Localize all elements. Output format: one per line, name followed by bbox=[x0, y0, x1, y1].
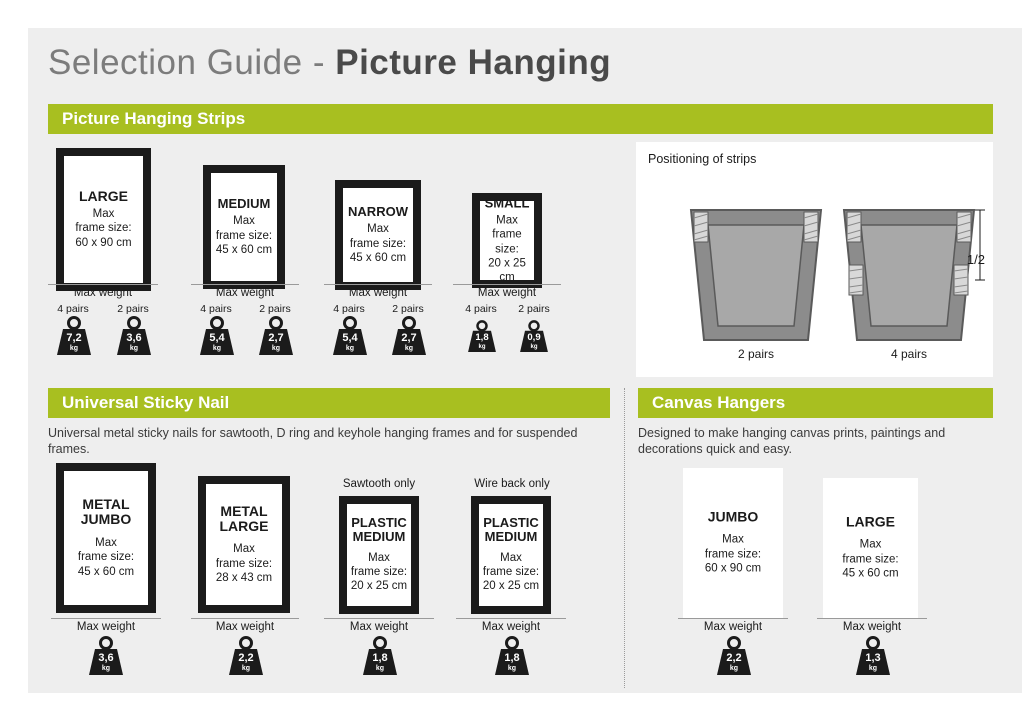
frame-narrow-spec-label: Max frame size: bbox=[349, 223, 407, 250]
frame-canvas-large-spec: 45 x 60 cm bbox=[842, 567, 899, 580]
frame-metal-jumbo-text bbox=[64, 497, 148, 579]
weight-value-small-2pairs: 0,9 kg bbox=[527, 332, 541, 350]
weight-icon-medium-2pairs bbox=[254, 316, 298, 356]
weight-icon-narrow-2pairs bbox=[387, 316, 431, 356]
weight-icon-metal-jumbo bbox=[84, 636, 128, 676]
section-header-strips bbox=[48, 104, 993, 134]
frame-metal-large-spec: 28 x 43 cm bbox=[215, 572, 273, 585]
weight-value-large-4pairs: 7,2 kg bbox=[66, 332, 82, 352]
section-header-canvas-label: Canvas Hangers bbox=[652, 393, 786, 412]
frame-canvas-large bbox=[823, 478, 918, 618]
frame-large-text bbox=[64, 189, 143, 251]
frame-plastic-wire-name: PLASTIC MEDIUM bbox=[483, 515, 539, 545]
frame-plastic-sawtooth-maxweight-label: Max weight bbox=[324, 618, 434, 633]
weight-icon-plastic-sawtooth bbox=[358, 636, 402, 676]
positioning-diagram bbox=[636, 170, 993, 360]
frame-medium bbox=[203, 165, 285, 289]
frame-small-pairs-4-label: 4 pairs bbox=[465, 303, 497, 315]
frame-large-pairs-4-label: 4 pairs bbox=[57, 303, 89, 315]
frame-metal-large-maxweight-label: Max weight bbox=[191, 618, 299, 633]
weight-value-metal-jumbo: 3,6 kg bbox=[98, 652, 114, 672]
frame-metal-jumbo-name: METAL JUMBO bbox=[80, 496, 132, 528]
frame-small-text bbox=[480, 196, 534, 285]
weight-value-plastic-wire: 1,8 kg bbox=[504, 652, 520, 672]
frame-medium-pairs-4-label: 4 pairs bbox=[200, 303, 232, 315]
page-title-bold: Picture Hanging bbox=[335, 43, 612, 82]
frame-large-pairs-2-label: 2 pairs bbox=[117, 303, 149, 315]
frame-narrow bbox=[335, 180, 421, 290]
weight-icon-canvas-large bbox=[851, 636, 895, 676]
canvas-description: Designed to make hanging canvas prints, paintings and decorations quick and easy. bbox=[638, 426, 946, 456]
frame-large-spec: 60 x 90 cm bbox=[75, 236, 132, 249]
frame-canvas-jumbo-text bbox=[683, 510, 783, 577]
frame-plastic-wire-spec: 20 x 25 cm bbox=[482, 580, 540, 593]
weight-value-narrow-4pairs: 5,4 kg bbox=[342, 332, 358, 352]
page-title bbox=[48, 43, 611, 83]
frame-medium-maxweight-label: Max weight bbox=[191, 284, 299, 299]
weight-value-metal-large: 2,2 kg bbox=[238, 652, 254, 672]
frame-plastic-wire bbox=[471, 496, 551, 614]
frame-canvas-large-text bbox=[823, 515, 918, 582]
weight-icon-small-4pairs bbox=[464, 320, 500, 353]
frame-narrow-text bbox=[343, 205, 413, 265]
weight-value-plastic-sawtooth: 1,8 kg bbox=[372, 652, 388, 672]
frame-narrow-name: NARROW bbox=[348, 203, 408, 219]
frame-medium-text bbox=[211, 197, 277, 257]
frame-plastic-wire-text bbox=[479, 516, 543, 594]
frame-canvas-jumbo bbox=[683, 468, 783, 618]
frame-plastic-sawtooth-spec-label: Max frame size: bbox=[350, 551, 408, 579]
section-header-strips-label: Picture Hanging Strips bbox=[62, 109, 246, 128]
frame-plastic-sawtooth-text bbox=[347, 516, 411, 594]
frame-canvas-large-spec-label: Max frame size: bbox=[842, 539, 899, 566]
frame-metal-large-spec-label: Max frame size: bbox=[215, 543, 273, 570]
frame-canvas-jumbo-spec-label: Max frame size: bbox=[704, 534, 762, 561]
positioning-caption-4pairs: 4 pairs bbox=[890, 347, 928, 361]
frame-medium-name: MEDIUM bbox=[217, 195, 271, 211]
frame-large bbox=[56, 148, 151, 291]
frame-plastic-sawtooth-name: PLASTIC MEDIUM bbox=[351, 515, 407, 545]
frame-canvas-jumbo-maxweight-label: Max weight bbox=[678, 618, 788, 633]
frame-large-maxweight-label: Max weight bbox=[48, 284, 158, 299]
guide-sheet bbox=[28, 28, 1022, 693]
frame-metal-large-name: METAL LARGE bbox=[219, 502, 269, 534]
weight-value-large-2pairs: 3,6 kg bbox=[126, 332, 142, 352]
frame-canvas-jumbo-name: JUMBO bbox=[707, 508, 759, 525]
frame-metal-jumbo-spec-label: Max frame size: bbox=[77, 536, 135, 564]
frame-metal-jumbo bbox=[56, 463, 156, 613]
weight-value-canvas-jumbo: 2,2 kg bbox=[726, 652, 742, 672]
frame-medium-spec: 45 x 60 cm bbox=[215, 243, 273, 256]
frame-metal-large bbox=[198, 476, 290, 613]
sticky-nail-description: Universal metal sticky nails for sawtooth, D ring and keyhole hanging frames and for suspended frames. bbox=[48, 426, 578, 456]
positioning-title: Positioning of strips bbox=[648, 152, 757, 166]
weight-icon-large-4pairs bbox=[52, 316, 96, 356]
section-header-canvas bbox=[638, 388, 993, 418]
frame-large-name: LARGE bbox=[79, 187, 128, 204]
frame-metal-jumbo-spec: 45 x 60 cm bbox=[77, 565, 135, 578]
weight-icon-narrow-4pairs bbox=[328, 316, 372, 356]
frame-canvas-large-name: LARGE bbox=[846, 513, 895, 530]
section-divider bbox=[624, 388, 625, 688]
frame-small bbox=[472, 193, 542, 288]
page-title-prefix: Selection Guide - bbox=[48, 43, 336, 82]
weight-value-narrow-2pairs: 2,7 kg bbox=[401, 332, 417, 352]
frame-narrow-maxweight-label: Max weight bbox=[324, 284, 432, 299]
frame-narrow-spec: 45 x 60 cm bbox=[349, 251, 407, 264]
weight-icon-plastic-wire bbox=[490, 636, 534, 676]
section-header-sticky-nail bbox=[48, 388, 610, 418]
frame-large-spec-label: Max frame size: bbox=[75, 208, 132, 235]
frame-canvas-large-maxweight-label: Max weight bbox=[817, 618, 927, 633]
frame-small-name: SMALL bbox=[484, 194, 530, 210]
weight-icon-metal-large bbox=[224, 636, 268, 676]
weight-value-canvas-large: 1,3 kg bbox=[865, 652, 881, 672]
frame-medium-pairs-2-label: 2 pairs bbox=[259, 303, 291, 315]
frame-plastic-sawtooth-note: Sawtooth only bbox=[342, 478, 416, 490]
weight-icon-large-2pairs bbox=[112, 316, 156, 356]
frame-small-maxweight-label: Max weight bbox=[453, 284, 561, 299]
weight-value-medium-4pairs: 5,4 kg bbox=[209, 332, 225, 352]
frame-plastic-sawtooth-spec: 20 x 25 cm bbox=[350, 580, 408, 593]
frame-metal-large-text bbox=[206, 504, 282, 586]
positioning-panel bbox=[636, 142, 993, 377]
frame-metal-jumbo-maxweight-label: Max weight bbox=[51, 618, 161, 633]
frame-small-spec-label: Max frame size: bbox=[492, 214, 522, 255]
frame-plastic-wire-maxweight-label: Max weight bbox=[456, 618, 566, 633]
positioning-fraction-label: 1/2 bbox=[966, 252, 985, 267]
frame-small-spec: 20 x 25 cm bbox=[488, 257, 526, 284]
frame-plastic-wire-note: Wire back only bbox=[474, 478, 550, 490]
frame-small-pairs-2-label: 2 pairs bbox=[518, 303, 550, 315]
frame-plastic-wire-spec-label: Max frame size: bbox=[482, 551, 540, 579]
weight-value-medium-2pairs: 2,7 kg bbox=[268, 332, 284, 352]
frame-canvas-jumbo-spec: 60 x 90 cm bbox=[704, 562, 762, 575]
weight-value-small-4pairs: 1,8 kg bbox=[475, 332, 489, 350]
positioning-caption-2pairs: 2 pairs bbox=[737, 347, 775, 361]
weight-icon-canvas-jumbo bbox=[712, 636, 756, 676]
frame-narrow-pairs-4-label: 4 pairs bbox=[333, 303, 365, 315]
weight-icon-medium-4pairs bbox=[195, 316, 239, 356]
frame-plastic-sawtooth bbox=[339, 496, 419, 614]
weight-icon-small-2pairs bbox=[516, 320, 552, 353]
frame-narrow-pairs-2-label: 2 pairs bbox=[392, 303, 424, 315]
frame-medium-spec-label: Max frame size: bbox=[215, 215, 273, 242]
section-header-sticky-nail-label: Universal Sticky Nail bbox=[62, 393, 230, 412]
